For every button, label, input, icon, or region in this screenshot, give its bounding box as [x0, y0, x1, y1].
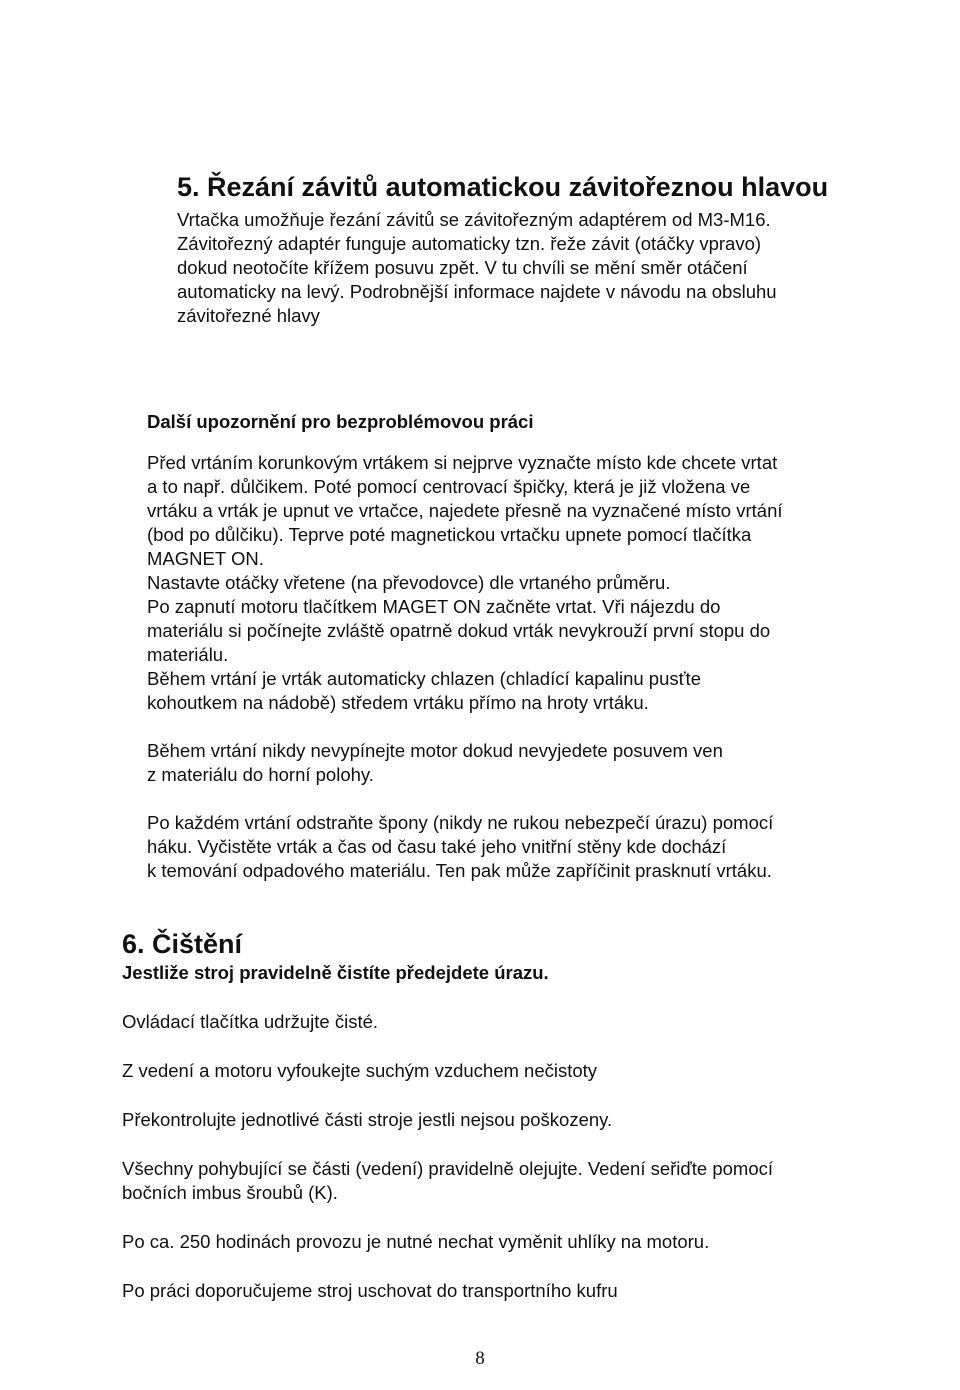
- spacer: [147, 787, 887, 811]
- cleaning-paragraph-6: Po práci doporučujeme stroj uschovat do transportního kufru: [122, 1280, 618, 1301]
- cleaning-paragraph-1: Ovládací tlačítka udržujte čisté.: [122, 1011, 379, 1032]
- section-5: [177, 170, 897, 328]
- text-line: Během vrtání nikdy nevypínejte motor dokud nevyjedete posuvem ven: [147, 740, 723, 761]
- warnings-paragraph-3: [147, 811, 887, 883]
- cleaning-paragraph-3: Překontrolujte jednotlivé části stroje jestli nejsou poškozeny.: [122, 1109, 613, 1130]
- section-5-line: závitořezné hlavy: [177, 305, 320, 326]
- section-5-heading: 5. Řezání závitů automatickou závitořeznou hlavou: [177, 172, 829, 202]
- section-6: [122, 927, 882, 1328]
- warnings-paragraph-1: [147, 451, 887, 715]
- cleaning-paragraph-4: [122, 1157, 882, 1205]
- text-line: bočních imbus šroubů (K).: [122, 1182, 338, 1203]
- section-5-line: Vrtačka umožňuje řezání závitů se závitořezným adaptérem od M3-M16.: [177, 209, 771, 230]
- text-line: materiálu si počínejte zvláště opatrně dokud vrták nevykrouží první stopu do: [147, 620, 771, 641]
- page-number: 8: [475, 1348, 485, 1369]
- section-6-heading: 6. Čištění: [122, 929, 243, 959]
- spacer: [147, 715, 887, 739]
- text-line: a to např. důlčikem. Poté pomocí centrovací špičky, která je již vložena ve: [147, 476, 751, 497]
- cleaning-paragraph-5: Po ca. 250 hodinách provozu je nutné nechat vyměnit uhlíky na motoru.: [122, 1231, 710, 1252]
- warnings-section: [147, 410, 887, 883]
- text-line: Po zapnutí motoru tlačítkem MAGET ON začněte vrtat. Vři nájezdu do: [147, 596, 721, 617]
- warnings-paragraph-2: [147, 739, 887, 787]
- text-line: k temování odpadového materiálu. Ten pak může zapříčinit prasknutí vrtáku.: [147, 860, 772, 881]
- text-line: z materiálu do horní polohy.: [147, 764, 374, 785]
- text-line: vrtáku a vrták je upnut ve vrtačce, najedete přesně na vyznačené místo vrtání: [147, 500, 783, 521]
- text-line: Nastavte otáčky vřetene (na převodovce) dle vrtaného průměru.: [147, 572, 671, 593]
- cleaning-paragraph-2: Z vedení a motoru vyfoukejte suchým vzduchem nečistoty: [122, 1060, 598, 1081]
- section-6-subheading: Jestliže stroj pravidelně čistíte předejdete úrazu.: [122, 962, 549, 983]
- text-line: MAGNET ON.: [147, 548, 264, 569]
- text-line: kohoutkem na nádobě) středem vrtáku přímo na hroty vrtáku.: [147, 692, 649, 713]
- text-line: Po každém vrtání odstraňte špony (nikdy ne rukou nebezpečí úrazu) pomocí: [147, 812, 774, 833]
- section-5-line: Závitořezný adaptér funguje automaticky tzn. řeže závit (otáčky vpravo): [177, 233, 762, 254]
- text-line: Všechny pohybující se části (vedení) pravidelně olejujte. Vedení seřiďte pomocí: [122, 1158, 774, 1179]
- section-5-line: automaticky na levý. Podrobnější informace najdete v návodu na obsluhu: [177, 281, 777, 302]
- text-line: Před vrtáním korunkovým vrtákem si nejprve vyznačte místo kde chcete vrtat: [147, 452, 778, 473]
- text-line: materiálu.: [147, 644, 229, 665]
- text-line: háku. Vyčistěte vrták a čas od času také jeho vnitřní stěny kde dochází: [147, 836, 727, 857]
- text-line: Během vrtání je vrták automaticky chlazen (chladící kapalinu pusťte: [147, 668, 701, 689]
- text-line: (bod po důlčiku). Teprve poté magnetickou vrtačku upnete pomocí tlačítka: [147, 524, 752, 545]
- warnings-heading: Další upozornění pro bezproblémovou práci: [147, 411, 534, 432]
- section-5-line: dokud neotočíte křížem posuvu zpět. V tu chvíli se mění směr otáčení: [177, 257, 748, 278]
